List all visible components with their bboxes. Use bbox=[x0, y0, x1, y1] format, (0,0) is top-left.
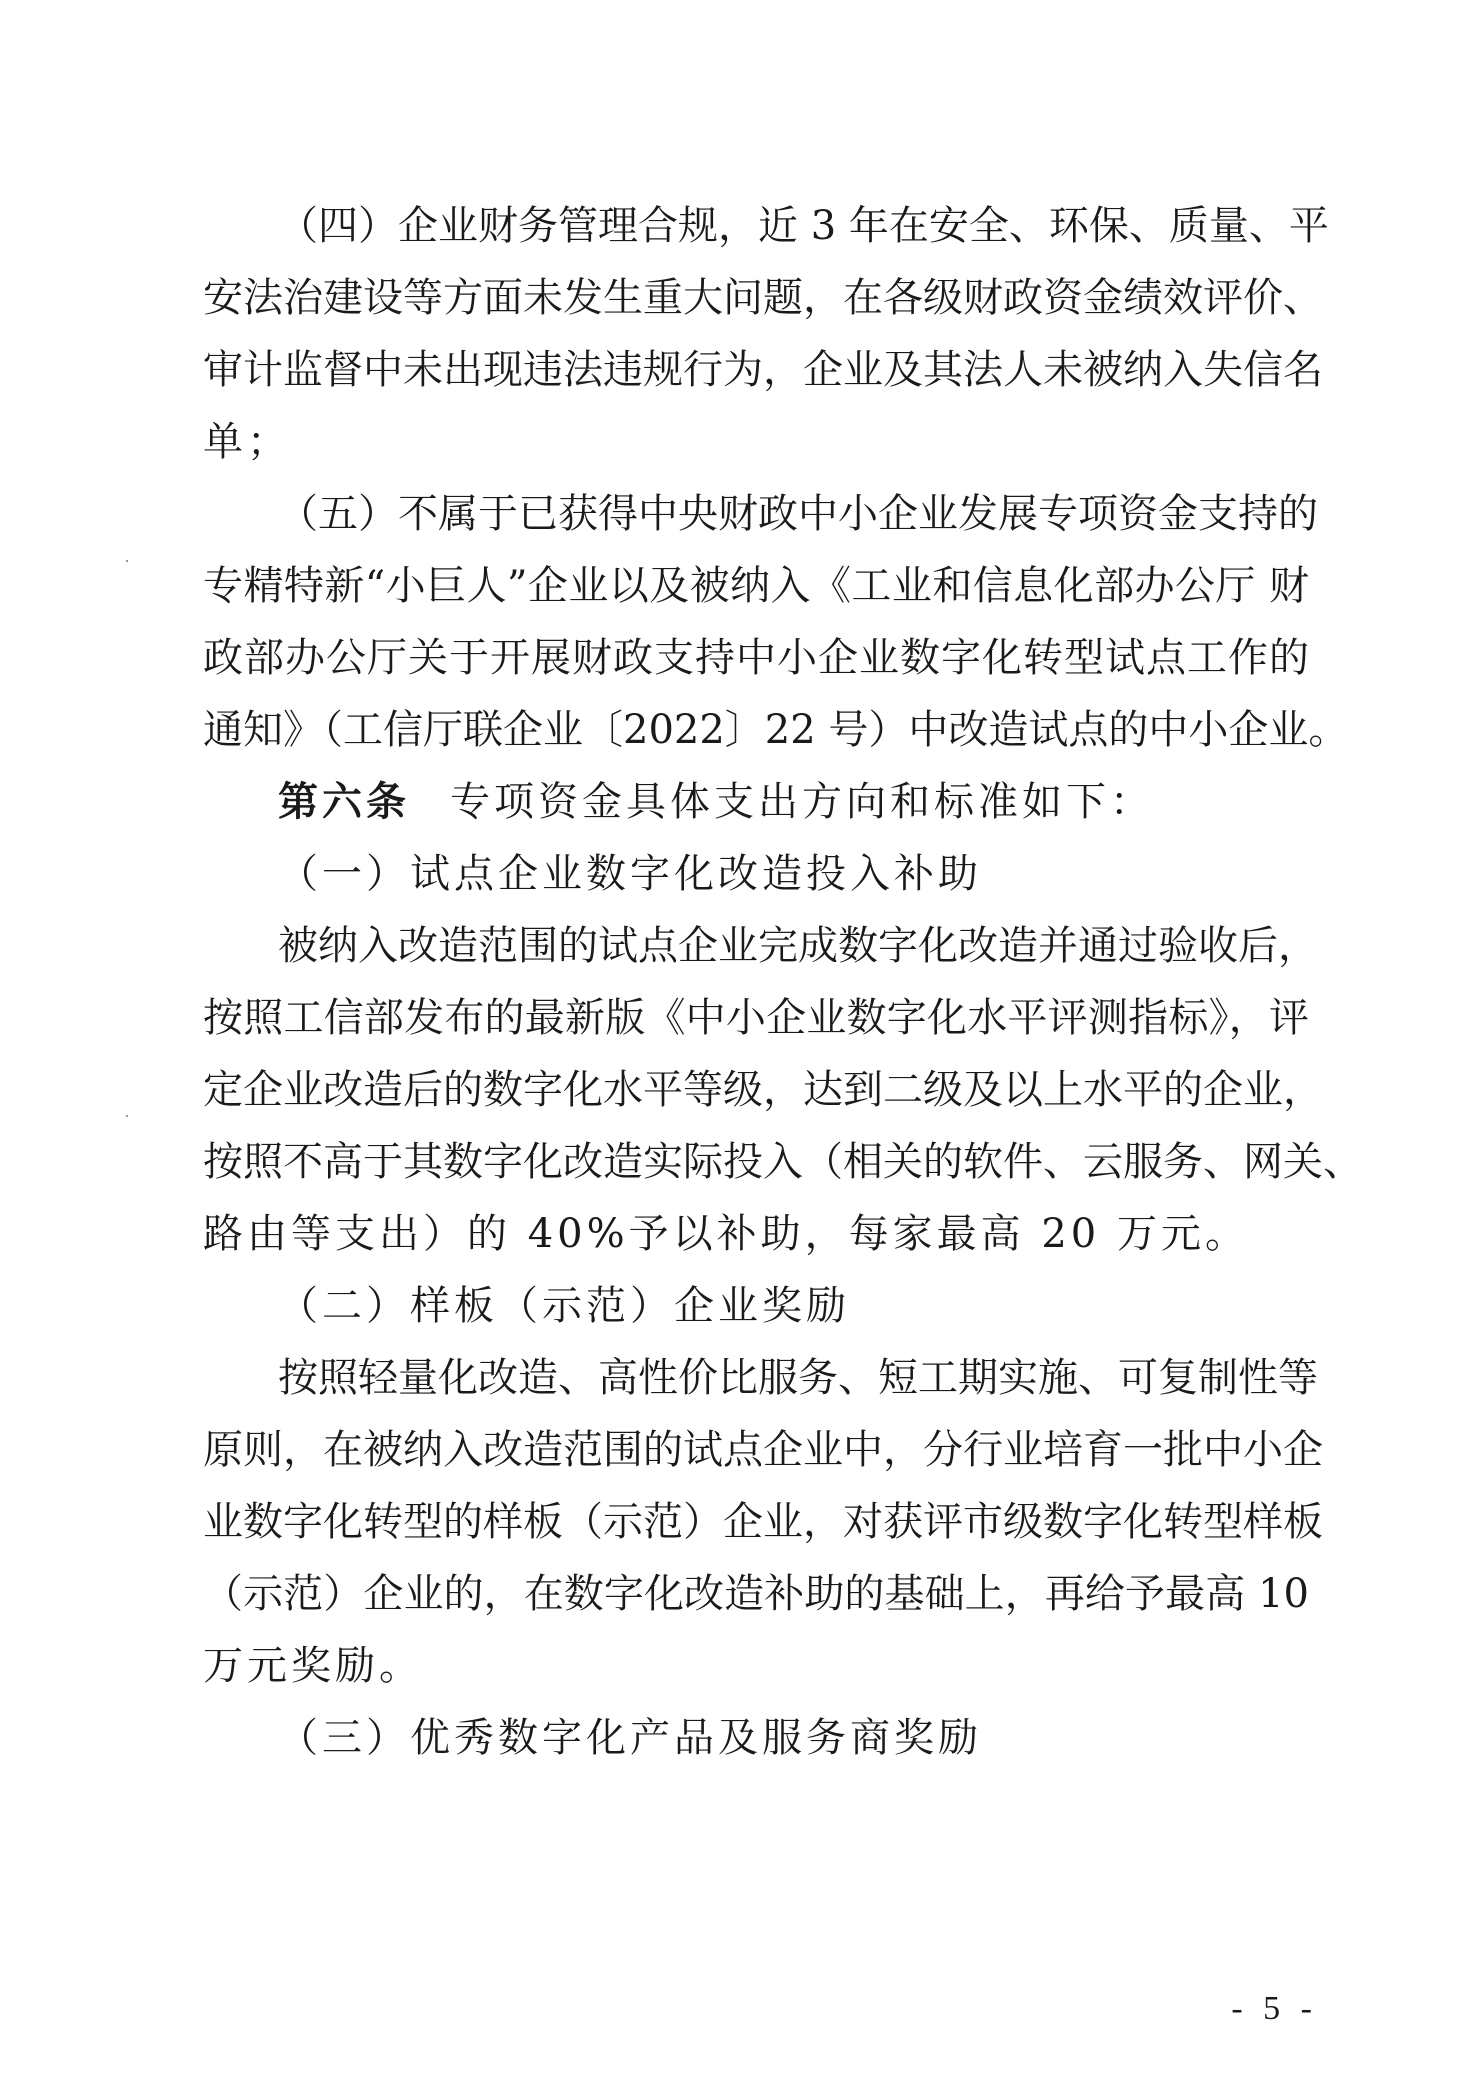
text-line: （四）企业财务管理合规，近 3 年在安全、环保、质量、平 bbox=[278, 203, 1329, 249]
text-line: 按照工信部发布的最新版《中小企业数字化水平评测指标》，评 bbox=[203, 995, 1309, 1041]
text-line: 原则，在被纳入改造范围的试点企业中，分行业培育一批中小企 bbox=[203, 1427, 1323, 1473]
text-line: 安法治建设等方面未发生重大问题，在各级财政资金绩效评价、 bbox=[203, 275, 1323, 321]
text-line: 审计监督中未出现违法违规行为，企业及其法人未被纳入失信名 bbox=[203, 347, 1323, 393]
section-heading: （三）优秀数字化产品及服务商奖励 bbox=[278, 1715, 982, 1761]
scan-speck bbox=[126, 560, 128, 562]
text-line: 业数字化转型的样板（示范）企业，对获评市级数字化转型样板 bbox=[203, 1499, 1323, 1545]
text-line: 政部办公厅关于开展财政支持中小企业数字化转型试点工作的 bbox=[203, 635, 1309, 681]
text-line: 按照轻量化改造、高性价比服务、短工期实施、可复制性等 bbox=[278, 1355, 1318, 1401]
text-line: 定企业改造后的数字化水平等级，达到二级及以上水平的企业， bbox=[203, 1067, 1323, 1113]
text-line: 通知》（工信厅联企业〔2022〕22 号）中改造试点的中小企业。 bbox=[203, 707, 1349, 753]
article-text: 专项资金具体支出方向和标准如下： bbox=[450, 779, 1154, 825]
article-line bbox=[278, 772, 1309, 832]
scan-speck bbox=[126, 1115, 128, 1117]
text-line: 万元奖励。 bbox=[203, 1643, 423, 1689]
text-line: 被纳入改造范围的试点企业完成数字化改造并通过验收后， bbox=[278, 923, 1318, 969]
text-line: 按照不高于其数字化改造实际投入（相关的软件、云服务、网关、 bbox=[203, 1139, 1363, 1185]
section-heading: （一）试点企业数字化改造投入补助 bbox=[278, 851, 982, 897]
section-heading: （二）样板（示范）企业奖励 bbox=[278, 1283, 850, 1329]
text-line: 专精特新“小巨人”企业以及被纳入《工业和信息化部办公厅 财 bbox=[203, 563, 1309, 609]
article-label: 第六条 bbox=[278, 778, 410, 825]
page-number: - 5 - bbox=[1231, 1990, 1318, 2027]
text-line: （示范）企业的，在数字化改造补助的基础上，再给予最高 10 bbox=[203, 1571, 1309, 1617]
text-line: （五）不属于已获得中央财政中小企业发展专项资金支持的 bbox=[278, 491, 1318, 537]
text-line: 路由等支出）的 40%予以补助，每家最高 20 万元。 bbox=[203, 1211, 1249, 1257]
text-line: 单； bbox=[203, 419, 291, 465]
